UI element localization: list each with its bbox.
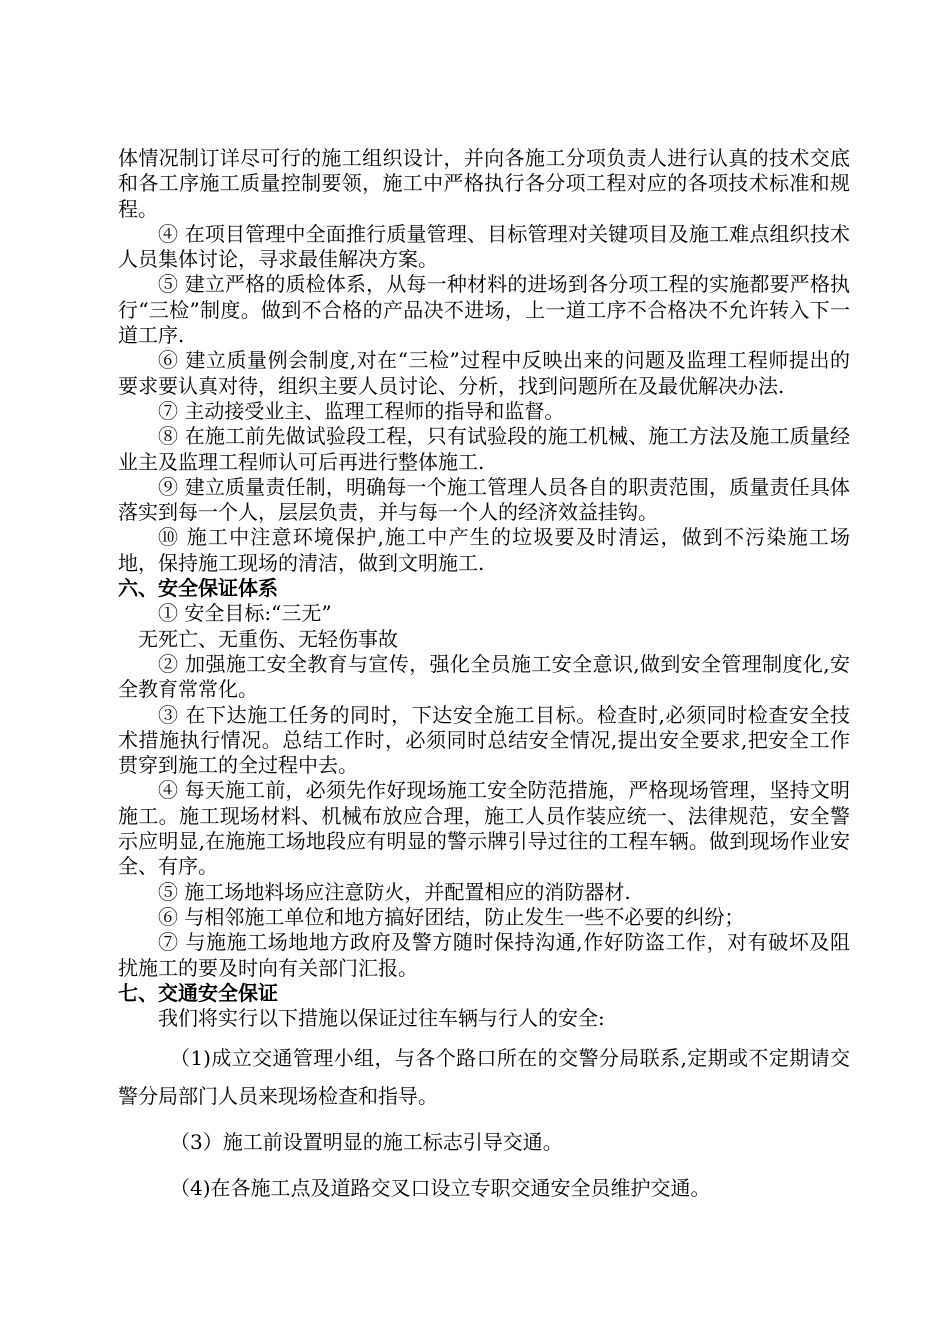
paragraph-item-9: ⑨ 建立质量责任制，明确每一个施工管理人员各自的职责范围，质量责任具体落实到每一个人，层层负责，并与每一个人的经济效益挂钩。 xyxy=(118,474,850,525)
safety-item-2: ② 加强施工安全教育与宣传，强化全员施工安全意识,做到安全管理制度化,安全教育常常化。 xyxy=(118,651,850,702)
paragraph-item-4: ④ 在项目管理中全面推行质量管理、目标管理对关键项目及施工难点组织技术人员集体讨论，寻求最佳解决方案。 xyxy=(118,221,850,272)
traffic-item-3: （3）施工前设置明显的施工标志引导交通。 xyxy=(170,1130,563,1155)
document-page xyxy=(118,146,850,1207)
safety-item-3: ③ 在下达施工任务的同时，下达安全施工目标。检查时,必须同时检查安全技术措施执行情况。总结工作时，必须同时总结安全情况,提出安全要求,把安全工作贯穿到施工的全过程中去。 xyxy=(118,702,850,778)
paragraph-item-6: ⑥ 建立质量例会制度,对在“三检”过程中反映出来的问题及监理工程师提出的要求要认真对待，组织主要人员讨论、分析，找到问题所在及最优解决办法. xyxy=(118,348,850,398)
safety-item-4: ④ 每天施工前，必须先作好现场施工安全防范措施，严格现场管理，坚持文明施工。施工现场材料、机械布放应合理，施工人员作装应统一、法律规范，安全警示应明显,在施施工场地段应有明显的警示牌引导过往的工程车辆。做到现场作业安全、有序。 xyxy=(118,778,850,879)
safety-item-5: ⑤ 施工场地料场应注意防火，并配置相应的消防器材. xyxy=(158,879,631,904)
section-heading-traffic: 七、交通安全保证 xyxy=(118,980,278,1005)
safety-goal-detail: 无死亡、无重伤、无轻伤事故 xyxy=(138,626,398,651)
traffic-item-4: （4)在各施工点及道路交叉口设立专职交通安全员维护交通。 xyxy=(170,1176,711,1201)
safety-item-7: ⑦ 与施施工场地地方政府及警方随时保持沟通,作好防盗工作，对有破坏及阻扰施工的要及时向有关部门汇报。 xyxy=(118,930,850,980)
paragraph-item-8: ⑧ 在施工前先做试验段工程，只有试验段的施工机械、施工方法及施工质量经业主及监理工程师认可后再进行整体施工. xyxy=(118,424,850,474)
paragraph-item-7: ⑦ 主动接受业主、监理工程师的指导和监督。 xyxy=(158,398,565,423)
paragraph-item-5: ⑤ 建立严格的质检体系，从每一种材料的进场到各分项工程的实施都要严格执行“三检”制度。做到不合格的产品决不进场，上一道工序不合格决不允许转入下一道工序. xyxy=(118,272,850,348)
traffic-item-1: （1)成立交通管理小组，与各个路口所在的交警分局联系,定期或不定期请交警分局部门人员来现场检查和指导。 xyxy=(118,1046,850,1109)
traffic-intro: 我们将实行以下措施以保证过往车辆与行人的安全: xyxy=(158,1006,605,1031)
safety-item-1: ① 安全目标:“三无” xyxy=(158,601,332,626)
paragraph-continuation: 体情况制订详尽可行的施工组织设计，并向各施工分项负责人进行认真的技术交底和各工序施工质量控制要领，施工中严格执行各分项工程对应的各项技术标准和规程。 xyxy=(118,146,850,221)
paragraph-item-10: ⑩ 施工中注意环境保护,施工中产生的垃圾要及时清运，做到不污染施工场地，保持施工现场的清洁，做到文明施工. xyxy=(118,525,850,575)
section-heading-safety: 六、安全保证体系 xyxy=(118,576,278,601)
safety-item-6: ⑥ 与相邻施工单位和地方搞好团结，防止发生一些不必要的纠纷； xyxy=(158,904,745,929)
